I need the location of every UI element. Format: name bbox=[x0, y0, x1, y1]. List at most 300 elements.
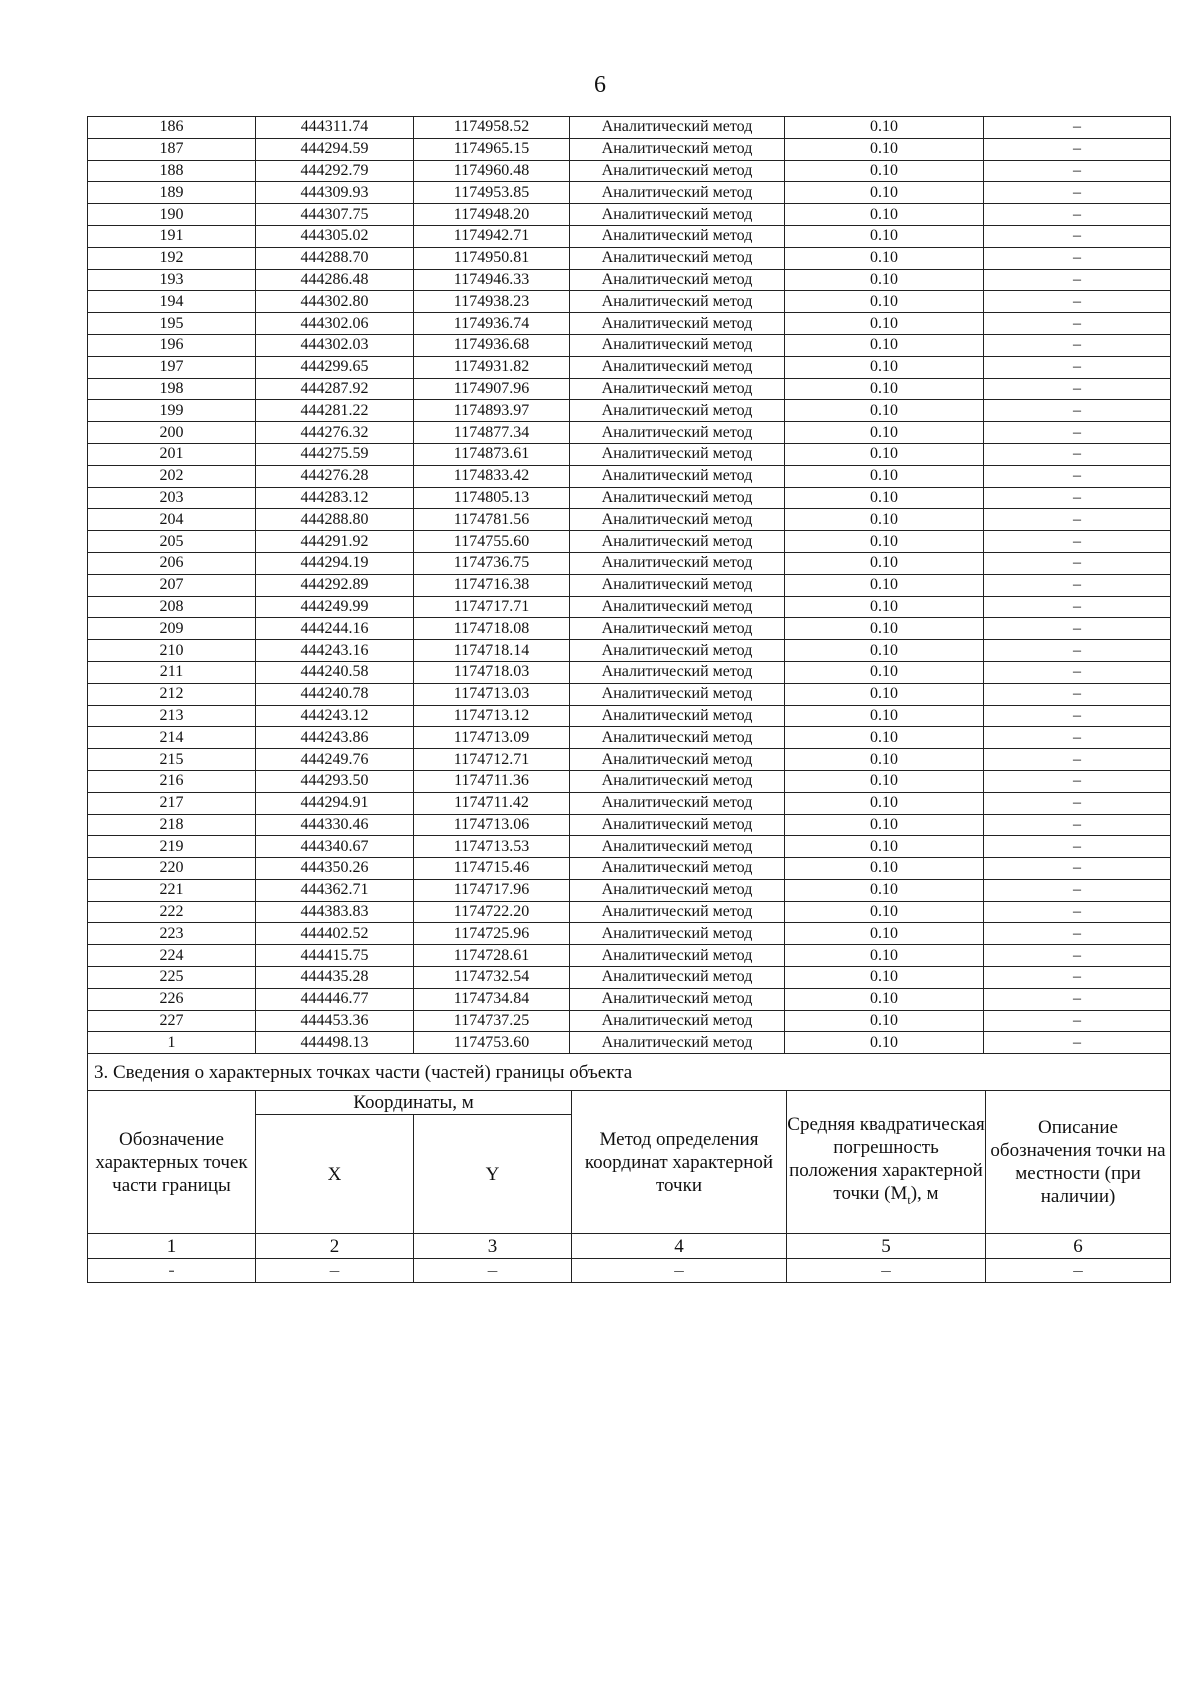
table-row bbox=[88, 313, 1171, 335]
y-coordinate-cell: 1174715.46 bbox=[414, 858, 570, 880]
point-number-cell: 190 bbox=[88, 204, 256, 226]
table-row bbox=[88, 683, 1171, 705]
table-row bbox=[88, 422, 1171, 444]
table-row bbox=[88, 858, 1171, 880]
error-cell: 0.10 bbox=[785, 487, 984, 509]
method-cell: Аналитический метод bbox=[570, 378, 785, 400]
method-cell: Аналитический метод bbox=[570, 901, 785, 923]
header-method: Метод определения координат характерной точки bbox=[572, 1091, 787, 1234]
error-cell: 0.10 bbox=[785, 967, 984, 989]
method-cell: Аналитический метод bbox=[570, 640, 785, 662]
point-number-cell: 223 bbox=[88, 923, 256, 945]
method-cell: Аналитический метод bbox=[570, 792, 785, 814]
header-error-text: Средняя квадратическая погрешность положения характерной точки (M bbox=[787, 1113, 985, 1204]
x-coordinate-cell: 444249.99 bbox=[256, 596, 414, 618]
method-cell: Аналитический метод bbox=[570, 422, 785, 444]
x-coordinate-cell: 444305.02 bbox=[256, 225, 414, 247]
method-cell: Аналитический метод bbox=[570, 749, 785, 771]
method-cell: Аналитический метод bbox=[570, 225, 785, 247]
point-number-cell: 201 bbox=[88, 443, 256, 465]
x-coordinate-cell: 444288.70 bbox=[256, 247, 414, 269]
coordinates-table-body bbox=[88, 117, 1171, 1054]
x-coordinate-cell: 444340.67 bbox=[256, 836, 414, 858]
column-number: 2 bbox=[256, 1234, 414, 1259]
error-cell: 0.10 bbox=[785, 727, 984, 749]
error-cell: 0.10 bbox=[785, 618, 984, 640]
table-row bbox=[88, 247, 1171, 269]
point-number-cell: 192 bbox=[88, 247, 256, 269]
x-coordinate-cell: 444383.83 bbox=[256, 901, 414, 923]
method-cell: Аналитический метод bbox=[570, 814, 785, 836]
table-row bbox=[88, 879, 1171, 901]
point-number-cell: 224 bbox=[88, 945, 256, 967]
y-coordinate-cell: 1174716.38 bbox=[414, 574, 570, 596]
description-cell: – bbox=[984, 705, 1171, 727]
method-cell: Аналитический метод bbox=[570, 574, 785, 596]
column-number: 3 bbox=[414, 1234, 572, 1259]
method-cell: Аналитический метод bbox=[570, 705, 785, 727]
method-cell: Аналитический метод bbox=[570, 988, 785, 1010]
table-row bbox=[88, 988, 1171, 1010]
description-cell: – bbox=[984, 1010, 1171, 1032]
error-cell: 0.10 bbox=[785, 182, 984, 204]
description-cell: – bbox=[984, 247, 1171, 269]
error-cell: 0.10 bbox=[785, 1010, 984, 1032]
description-cell: – bbox=[984, 618, 1171, 640]
description-cell: – bbox=[984, 465, 1171, 487]
description-cell: – bbox=[984, 552, 1171, 574]
method-cell: Аналитический метод bbox=[570, 879, 785, 901]
point-number-cell: 198 bbox=[88, 378, 256, 400]
table-row bbox=[88, 640, 1171, 662]
method-cell: Аналитический метод bbox=[570, 138, 785, 160]
y-coordinate-cell: 1174711.42 bbox=[414, 792, 570, 814]
description-cell: – bbox=[984, 967, 1171, 989]
point-number-cell: 214 bbox=[88, 727, 256, 749]
method-cell: Аналитический метод bbox=[570, 313, 785, 335]
method-cell: Аналитический метод bbox=[570, 967, 785, 989]
error-cell: 0.10 bbox=[785, 640, 984, 662]
description-cell: – bbox=[984, 204, 1171, 226]
x-coordinate-cell: 444299.65 bbox=[256, 356, 414, 378]
y-coordinate-cell: 1174931.82 bbox=[414, 356, 570, 378]
point-number-cell: 203 bbox=[88, 487, 256, 509]
table-row bbox=[88, 923, 1171, 945]
x-coordinate-cell: 444330.46 bbox=[256, 814, 414, 836]
table-row bbox=[88, 182, 1171, 204]
method-cell: Аналитический метод bbox=[570, 661, 785, 683]
table-row bbox=[88, 705, 1171, 727]
y-coordinate-cell: 1174753.60 bbox=[414, 1032, 570, 1054]
point-number-cell: 222 bbox=[88, 901, 256, 923]
description-cell: – bbox=[984, 858, 1171, 880]
method-cell: Аналитический метод bbox=[570, 770, 785, 792]
table-row bbox=[88, 138, 1171, 160]
x-coordinate-cell: 444294.59 bbox=[256, 138, 414, 160]
error-cell: 0.10 bbox=[785, 117, 984, 139]
method-cell: Аналитический метод bbox=[570, 1032, 785, 1054]
error-cell: 0.10 bbox=[785, 400, 984, 422]
point-number-cell: 188 bbox=[88, 160, 256, 182]
y-coordinate-cell: 1174877.34 bbox=[414, 422, 570, 444]
table-row bbox=[88, 661, 1171, 683]
description-cell: – bbox=[984, 269, 1171, 291]
point-number-cell: 202 bbox=[88, 465, 256, 487]
header-coordinates: Координаты, м bbox=[256, 1091, 572, 1115]
error-cell: 0.10 bbox=[785, 705, 984, 727]
error-cell: 0.10 bbox=[785, 138, 984, 160]
error-cell: 0.10 bbox=[785, 334, 984, 356]
x-coordinate-cell: 444402.52 bbox=[256, 923, 414, 945]
description-cell: – bbox=[984, 378, 1171, 400]
table-row bbox=[88, 770, 1171, 792]
x-coordinate-cell: 444240.58 bbox=[256, 661, 414, 683]
table-row bbox=[88, 967, 1171, 989]
point-number-cell: 199 bbox=[88, 400, 256, 422]
point-number-cell: 221 bbox=[88, 879, 256, 901]
column-number: 6 bbox=[986, 1234, 1171, 1259]
table-row bbox=[88, 574, 1171, 596]
section-3-title: 3. Сведения о характерных точках части (частей) границы объекта bbox=[88, 1054, 1171, 1091]
error-cell: 0.10 bbox=[785, 1032, 984, 1054]
error-cell: 0.10 bbox=[785, 204, 984, 226]
table-row bbox=[88, 465, 1171, 487]
method-cell: Аналитический метод bbox=[570, 443, 785, 465]
table-row bbox=[88, 160, 1171, 182]
y-coordinate-cell: 1174725.96 bbox=[414, 923, 570, 945]
point-number-cell: 211 bbox=[88, 661, 256, 683]
error-cell: 0.10 bbox=[785, 901, 984, 923]
y-coordinate-cell: 1174736.75 bbox=[414, 552, 570, 574]
coordinates-table bbox=[87, 116, 1171, 1054]
table-row bbox=[88, 400, 1171, 422]
x-coordinate-cell: 444446.77 bbox=[256, 988, 414, 1010]
x-coordinate-cell: 444292.89 bbox=[256, 574, 414, 596]
x-coordinate-cell: 444302.06 bbox=[256, 313, 414, 335]
point-number-cell: 210 bbox=[88, 640, 256, 662]
y-coordinate-cell: 1174936.68 bbox=[414, 334, 570, 356]
x-coordinate-cell: 444307.75 bbox=[256, 204, 414, 226]
x-coordinate-cell: 444276.28 bbox=[256, 465, 414, 487]
x-coordinate-cell: 444243.16 bbox=[256, 640, 414, 662]
method-cell: Аналитический метод bbox=[570, 509, 785, 531]
error-cell: 0.10 bbox=[785, 291, 984, 313]
error-cell: 0.10 bbox=[785, 858, 984, 880]
description-cell: – bbox=[984, 531, 1171, 553]
description-cell: – bbox=[984, 334, 1171, 356]
description-cell: – bbox=[984, 661, 1171, 683]
description-cell: – bbox=[984, 945, 1171, 967]
y-coordinate-cell: 1174781.56 bbox=[414, 509, 570, 531]
description-cell: – bbox=[984, 640, 1171, 662]
y-coordinate-cell: 1174833.42 bbox=[414, 465, 570, 487]
table-row bbox=[88, 225, 1171, 247]
x-coordinate-cell: 444276.32 bbox=[256, 422, 414, 444]
x-coordinate-cell: 444415.75 bbox=[256, 945, 414, 967]
table-row bbox=[88, 596, 1171, 618]
description-cell: – bbox=[984, 901, 1171, 923]
x-coordinate-cell: 444286.48 bbox=[256, 269, 414, 291]
point-number-cell: 216 bbox=[88, 770, 256, 792]
header-description: Описание обозначения точки на местности (при наличии) bbox=[986, 1091, 1171, 1234]
y-coordinate-cell: 1174907.96 bbox=[414, 378, 570, 400]
error-cell: 0.10 bbox=[785, 749, 984, 771]
x-coordinate-cell: 444302.80 bbox=[256, 291, 414, 313]
table-row bbox=[88, 1032, 1171, 1054]
y-coordinate-cell: 1174713.53 bbox=[414, 836, 570, 858]
method-cell: Аналитический метод bbox=[570, 531, 785, 553]
point-number-cell: 218 bbox=[88, 814, 256, 836]
y-coordinate-cell: 1174893.97 bbox=[414, 400, 570, 422]
table-row bbox=[88, 356, 1171, 378]
y-coordinate-cell: 1174728.61 bbox=[414, 945, 570, 967]
method-cell: Аналитический метод bbox=[570, 727, 785, 749]
y-coordinate-cell: 1174938.23 bbox=[414, 291, 570, 313]
error-cell: 0.10 bbox=[785, 552, 984, 574]
error-cell: 0.10 bbox=[785, 792, 984, 814]
table-row bbox=[88, 117, 1171, 139]
description-cell: – bbox=[984, 596, 1171, 618]
point-number-cell: 217 bbox=[88, 792, 256, 814]
error-cell: 0.10 bbox=[785, 661, 984, 683]
x-coordinate-cell: 444283.12 bbox=[256, 487, 414, 509]
error-cell: 0.10 bbox=[785, 945, 984, 967]
page-number: 6 bbox=[594, 72, 606, 98]
method-cell: Аналитический метод bbox=[570, 334, 785, 356]
point-number-cell: 208 bbox=[88, 596, 256, 618]
point-number-cell: 213 bbox=[88, 705, 256, 727]
table-row bbox=[88, 792, 1171, 814]
point-number-cell: 227 bbox=[88, 1010, 256, 1032]
column-number: 4 bbox=[572, 1234, 787, 1259]
error-cell: 0.10 bbox=[785, 574, 984, 596]
error-cell: 0.10 bbox=[785, 269, 984, 291]
description-cell: – bbox=[984, 225, 1171, 247]
point-number-cell: 206 bbox=[88, 552, 256, 574]
method-cell: Аналитический метод bbox=[570, 945, 785, 967]
column-number: 1 bbox=[88, 1234, 256, 1259]
y-coordinate-cell: 1174948.20 bbox=[414, 204, 570, 226]
y-coordinate-cell: 1174713.06 bbox=[414, 814, 570, 836]
y-coordinate-cell: 1174711.36 bbox=[414, 770, 570, 792]
error-cell: 0.10 bbox=[785, 531, 984, 553]
method-cell: Аналитический метод bbox=[570, 465, 785, 487]
header-designation: Обозначение характерных точек части границы bbox=[88, 1091, 256, 1234]
empty-cell: - bbox=[88, 1259, 256, 1283]
description-cell: – bbox=[984, 509, 1171, 531]
description-cell: – bbox=[984, 574, 1171, 596]
error-cell: 0.10 bbox=[785, 356, 984, 378]
error-cell: 0.10 bbox=[785, 836, 984, 858]
table-row bbox=[88, 334, 1171, 356]
x-coordinate-cell: 444291.92 bbox=[256, 531, 414, 553]
y-coordinate-cell: 1174737.25 bbox=[414, 1010, 570, 1032]
empty-cell: – bbox=[986, 1259, 1171, 1283]
error-cell: 0.10 bbox=[785, 596, 984, 618]
method-cell: Аналитический метод bbox=[570, 182, 785, 204]
description-cell: – bbox=[984, 792, 1171, 814]
error-cell: 0.10 bbox=[785, 923, 984, 945]
column-number: 5 bbox=[787, 1234, 986, 1259]
x-coordinate-cell: 444292.79 bbox=[256, 160, 414, 182]
description-cell: – bbox=[984, 356, 1171, 378]
description-cell: – bbox=[984, 291, 1171, 313]
description-cell: – bbox=[984, 988, 1171, 1010]
description-cell: – bbox=[984, 443, 1171, 465]
description-cell: – bbox=[984, 1032, 1171, 1054]
description-cell: – bbox=[984, 879, 1171, 901]
method-cell: Аналитический метод bbox=[570, 618, 785, 640]
empty-cell: – bbox=[256, 1259, 414, 1283]
y-coordinate-cell: 1174722.20 bbox=[414, 901, 570, 923]
description-cell: – bbox=[984, 160, 1171, 182]
y-coordinate-cell: 1174717.96 bbox=[414, 879, 570, 901]
method-cell: Аналитический метод bbox=[570, 269, 785, 291]
y-coordinate-cell: 1174717.71 bbox=[414, 596, 570, 618]
x-coordinate-cell: 444350.26 bbox=[256, 858, 414, 880]
x-coordinate-cell: 444302.03 bbox=[256, 334, 414, 356]
table-row bbox=[88, 291, 1171, 313]
point-number-cell: 204 bbox=[88, 509, 256, 531]
x-coordinate-cell: 444249.76 bbox=[256, 749, 414, 771]
empty-cell: – bbox=[787, 1259, 986, 1283]
point-number-cell: 226 bbox=[88, 988, 256, 1010]
error-cell: 0.10 bbox=[785, 465, 984, 487]
point-number-cell: 193 bbox=[88, 269, 256, 291]
point-number-cell: 225 bbox=[88, 967, 256, 989]
method-cell: Аналитический метод bbox=[570, 596, 785, 618]
method-cell: Аналитический метод bbox=[570, 117, 785, 139]
description-cell: – bbox=[984, 770, 1171, 792]
y-coordinate-cell: 1174960.48 bbox=[414, 160, 570, 182]
table-row bbox=[88, 204, 1171, 226]
y-coordinate-cell: 1174713.03 bbox=[414, 683, 570, 705]
table-row bbox=[88, 378, 1171, 400]
method-cell: Аналитический метод bbox=[570, 858, 785, 880]
x-coordinate-cell: 444309.93 bbox=[256, 182, 414, 204]
x-coordinate-cell: 444275.59 bbox=[256, 443, 414, 465]
x-coordinate-cell: 444243.12 bbox=[256, 705, 414, 727]
point-number-cell: 219 bbox=[88, 836, 256, 858]
point-number-cell: 195 bbox=[88, 313, 256, 335]
method-cell: Аналитический метод bbox=[570, 356, 785, 378]
error-cell: 0.10 bbox=[785, 683, 984, 705]
description-cell: – bbox=[984, 836, 1171, 858]
description-cell: – bbox=[984, 138, 1171, 160]
table-row bbox=[88, 269, 1171, 291]
table-row bbox=[88, 814, 1171, 836]
point-number-cell: 187 bbox=[88, 138, 256, 160]
x-coordinate-cell: 444311.74 bbox=[256, 117, 414, 139]
description-cell: – bbox=[984, 487, 1171, 509]
x-coordinate-cell: 444362.71 bbox=[256, 879, 414, 901]
y-coordinate-cell: 1174713.09 bbox=[414, 727, 570, 749]
table-row bbox=[88, 945, 1171, 967]
x-coordinate-cell: 444293.50 bbox=[256, 770, 414, 792]
method-cell: Аналитический метод bbox=[570, 160, 785, 182]
empty-cell: – bbox=[414, 1259, 572, 1283]
method-cell: Аналитический метод bbox=[570, 552, 785, 574]
table-row bbox=[88, 531, 1171, 553]
x-coordinate-cell: 444281.22 bbox=[256, 400, 414, 422]
header-mean-square-error bbox=[787, 1091, 986, 1234]
method-cell: Аналитический метод bbox=[570, 836, 785, 858]
y-coordinate-cell: 1174718.03 bbox=[414, 661, 570, 683]
y-coordinate-cell: 1174958.52 bbox=[414, 117, 570, 139]
y-coordinate-cell: 1174946.33 bbox=[414, 269, 570, 291]
error-cell: 0.10 bbox=[785, 160, 984, 182]
y-coordinate-cell: 1174873.61 bbox=[414, 443, 570, 465]
method-cell: Аналитический метод bbox=[570, 683, 785, 705]
method-cell: Аналитический метод bbox=[570, 487, 785, 509]
point-number-cell: 215 bbox=[88, 749, 256, 771]
x-coordinate-cell: 444243.86 bbox=[256, 727, 414, 749]
x-coordinate-cell: 444435.28 bbox=[256, 967, 414, 989]
error-cell: 0.10 bbox=[785, 879, 984, 901]
y-coordinate-cell: 1174936.74 bbox=[414, 313, 570, 335]
table-row bbox=[88, 836, 1171, 858]
description-cell: – bbox=[984, 923, 1171, 945]
y-coordinate-cell: 1174942.71 bbox=[414, 225, 570, 247]
description-cell: – bbox=[984, 422, 1171, 444]
point-number-cell: 1 bbox=[88, 1032, 256, 1054]
description-cell: – bbox=[984, 313, 1171, 335]
description-cell: – bbox=[984, 117, 1171, 139]
part-boundary-points-table bbox=[87, 1053, 1171, 1283]
x-coordinate-cell: 444288.80 bbox=[256, 509, 414, 531]
point-number-cell: 196 bbox=[88, 334, 256, 356]
y-coordinate-cell: 1174732.54 bbox=[414, 967, 570, 989]
error-cell: 0.10 bbox=[785, 988, 984, 1010]
error-cell: 0.10 bbox=[785, 770, 984, 792]
header-y: Y bbox=[414, 1115, 572, 1234]
method-cell: Аналитический метод bbox=[570, 247, 785, 269]
y-coordinate-cell: 1174805.13 bbox=[414, 487, 570, 509]
x-coordinate-cell: 444240.78 bbox=[256, 683, 414, 705]
table-row bbox=[88, 552, 1171, 574]
description-cell: – bbox=[984, 749, 1171, 771]
table-row bbox=[88, 749, 1171, 771]
description-cell: – bbox=[984, 683, 1171, 705]
point-number-cell: 207 bbox=[88, 574, 256, 596]
y-coordinate-cell: 1174953.85 bbox=[414, 182, 570, 204]
header-error-suffix: ), м bbox=[910, 1182, 939, 1204]
error-cell: 0.10 bbox=[785, 313, 984, 335]
point-number-cell: 209 bbox=[88, 618, 256, 640]
error-cell: 0.10 bbox=[785, 814, 984, 836]
point-number-cell: 191 bbox=[88, 225, 256, 247]
method-cell: Аналитический метод bbox=[570, 291, 785, 313]
point-number-cell: 186 bbox=[88, 117, 256, 139]
method-cell: Аналитический метод bbox=[570, 1010, 785, 1032]
point-number-cell: 205 bbox=[88, 531, 256, 553]
x-coordinate-cell: 444453.36 bbox=[256, 1010, 414, 1032]
x-coordinate-cell: 444287.92 bbox=[256, 378, 414, 400]
point-number-cell: 220 bbox=[88, 858, 256, 880]
x-coordinate-cell: 444498.13 bbox=[256, 1032, 414, 1054]
table-row bbox=[88, 1010, 1171, 1032]
empty-cell: – bbox=[572, 1259, 787, 1283]
y-coordinate-cell: 1174950.81 bbox=[414, 247, 570, 269]
y-coordinate-cell: 1174965.15 bbox=[414, 138, 570, 160]
y-coordinate-cell: 1174734.84 bbox=[414, 988, 570, 1010]
error-cell: 0.10 bbox=[785, 509, 984, 531]
table-row bbox=[88, 509, 1171, 531]
header-x: X bbox=[256, 1115, 414, 1234]
y-coordinate-cell: 1174755.60 bbox=[414, 531, 570, 553]
x-coordinate-cell: 444294.91 bbox=[256, 792, 414, 814]
x-coordinate-cell: 444244.16 bbox=[256, 618, 414, 640]
